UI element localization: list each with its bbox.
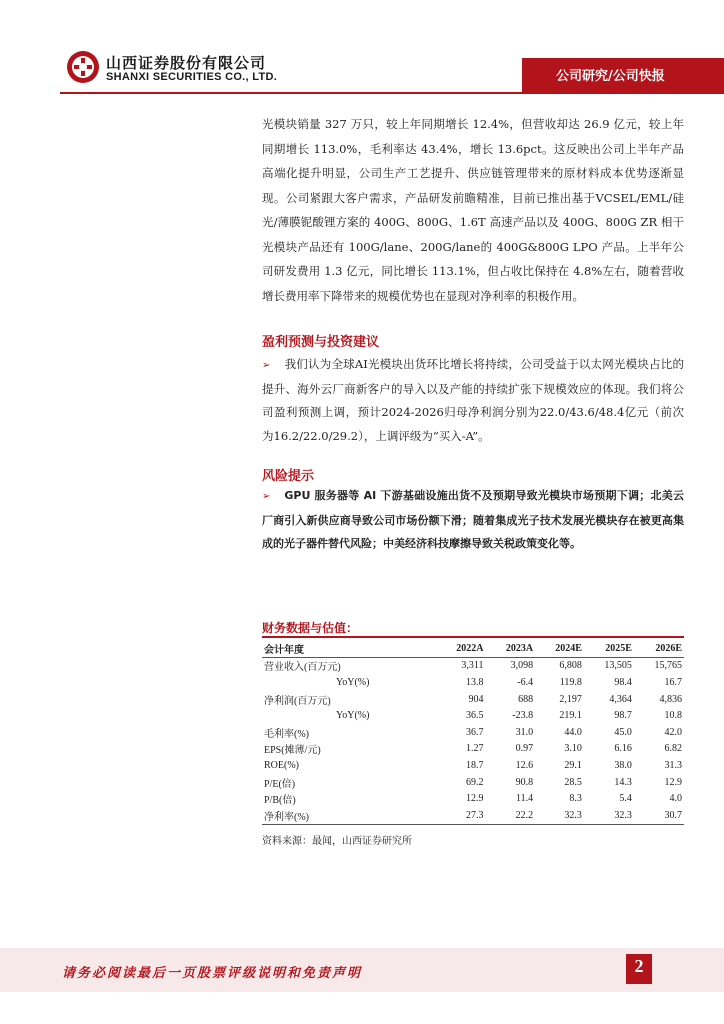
table-cell: -6.4 <box>517 676 534 688</box>
table-cell: 12.9 <box>466 793 484 805</box>
table-cell: 13.8 <box>466 676 484 688</box>
table-cell: 45.0 <box>614 726 632 738</box>
footer-disclaimer: 请务必阅读最后一页股票评级说明和免责声明 <box>62 966 363 981</box>
table-cell: 16.7 <box>664 676 682 688</box>
table-row <box>262 757 684 774</box>
table-cell: 31.0 <box>515 726 534 738</box>
table-row <box>262 657 684 674</box>
table-cell: 688 <box>518 693 534 705</box>
table-header-row <box>262 640 684 657</box>
table-body <box>262 657 684 824</box>
table-cell: 3.10 <box>564 743 582 755</box>
risk-bullet <box>262 484 684 556</box>
page-header <box>0 0 724 100</box>
table-cell: 36.5 <box>466 710 484 722</box>
table-cell: 27.3 <box>436 807 486 824</box>
table-cell: 44.0 <box>564 726 582 738</box>
page-number: 2 <box>634 956 644 976</box>
section-title-forecast: 盈利预测与投资建议 <box>262 335 380 350</box>
table-cell: 32.3 <box>535 807 584 824</box>
table-header-cell: 2026E <box>634 640 684 657</box>
table-top-rule <box>262 636 684 638</box>
table-cell: 904 <box>468 693 484 705</box>
table-header-cell: 2024E <box>535 640 584 657</box>
table-cell: 4,836 <box>659 693 682 705</box>
table-cell: 18.7 <box>466 759 484 771</box>
table-cell: 12.9 <box>664 776 682 788</box>
row-label: 毛利率(%) <box>264 728 309 740</box>
shanxi-securities-logo-icon <box>66 50 100 84</box>
table-cell: -23.8 <box>512 710 534 722</box>
table-header-cell: 2023A <box>486 640 536 657</box>
table-cell: 11.4 <box>516 793 534 805</box>
table-cell: 6,808 <box>559 660 582 672</box>
table-row <box>262 807 684 824</box>
table-row <box>262 790 684 807</box>
table-cell: 6.16 <box>614 743 632 755</box>
table-cell: 3,098 <box>510 660 534 672</box>
table-cell: 10.8 <box>664 710 682 722</box>
financial-table <box>262 640 684 825</box>
bullet-arrow-icon: ➢ <box>262 491 271 502</box>
table-cell: 32.3 <box>584 807 634 824</box>
table-row <box>262 674 684 691</box>
table-cell: 90.8 <box>515 776 534 788</box>
body-paragraph: 光模块销量 327 万只，较上年同期增长 12.4%，但营收却达 26.9 亿元，较上年同期增长 113.0%，毛利率达 43.4%，增长 13.6pct。这反映出公司上半年产品高端化提升明显，公司生产工艺提升、供应链管理带来的原材料成本优势逐渐显现。公司紧跟大客户需求，产品研发前瞻精准，目前已推出基于VCSEL/EML/硅光/薄膜铌酸锂方案的 400G、800G、1.6T 高速产品以及 400G、800G ZR 相干光模块产品还有 100G/lane、200G/lane的 400G&800G LPO 产品。上半年公司研发费用 1.3 亿元，同比增长 113.1%，但占收比保持在 4.8%左右，随着营收增长费用率下降带来的规模优势也在显现对净利率的积极作用。 <box>262 117 684 303</box>
table-cell: 13,505 <box>604 660 632 672</box>
table-cell: 29.1 <box>564 759 582 771</box>
table-row <box>262 774 684 791</box>
report-category: 公司研究/公司快报 <box>556 69 665 84</box>
table-cell: 0.97 <box>515 743 534 755</box>
forecast-text: 我们认为全球AI光模块出货环比增长将持续，公司受益于以太网光模块占比的提升、海外云厂商新客户的导入以及产能的持续扩张下规模效应的体现。我们将公司盈利预测上调，预计2024-2026归母净利润分别为22.0/43.6/48.4亿元（前次为16.2/22.0/29.2），上调评级为“买入-A”。 <box>262 357 684 443</box>
table-cell: 119.8 <box>559 676 582 688</box>
table-row <box>262 691 684 708</box>
data-source: 资料来源：最闻，山西证券研究所 <box>262 836 412 847</box>
bullet-arrow-icon: ➢ <box>262 360 271 371</box>
table-title: 财务数据与估值： <box>262 621 359 635</box>
table-header-cell: 2025E <box>584 640 634 657</box>
row-label: ROE(%) <box>264 759 299 771</box>
table-row <box>262 724 684 741</box>
table-cell: 69.2 <box>466 776 484 788</box>
table-cell: 36.7 <box>466 726 484 738</box>
table-cell: 4,364 <box>609 693 632 705</box>
company-name-en: SHANXI SECURITIES CO., LTD. <box>106 71 278 83</box>
row-label: 营业收入(百万元) <box>264 662 341 674</box>
risk-text: GPU 服务器等 AI 下游基础设施出货不及预期导致光模块市场预期下调；北美云厂商引入新供应商导致公司市场份额下滑；随着集成光子技术发展光模块存在被更高集成的光子器件替代风险；中美经济科技摩擦导致关税政策变化等。 <box>262 489 684 550</box>
table-cell: 31.3 <box>664 759 682 771</box>
table-cell: 219.1 <box>559 710 582 722</box>
table-cell: 28.5 <box>564 776 582 788</box>
table-cell: 30.7 <box>634 807 684 824</box>
table-cell: 5.4 <box>619 793 632 805</box>
table-cell: 3,311 <box>461 660 484 672</box>
table-cell: 8.3 <box>569 793 582 805</box>
table-cell: 38.0 <box>614 759 632 771</box>
table-cell: 4.0 <box>669 793 682 805</box>
table-row <box>262 707 684 724</box>
table-header-cell: 会计年度 <box>262 640 436 657</box>
row-label: EPS(摊薄/元) <box>264 745 321 757</box>
table-cell: 1.27 <box>466 743 484 755</box>
table-row <box>262 741 684 758</box>
table-cell: 22.2 <box>486 807 536 824</box>
row-label: YoY(%) <box>336 710 370 722</box>
table-cell: 12.6 <box>515 759 534 771</box>
row-label: 净利润(百万元) <box>264 695 331 707</box>
section-title-risk: 风险提示 <box>262 469 315 484</box>
table-cell: 2,197 <box>559 693 582 705</box>
table-cell: 14.3 <box>614 776 632 788</box>
row-label: 净利率(%) <box>262 807 436 824</box>
table-cell: 6.82 <box>664 743 682 755</box>
forecast-bullet <box>262 353 684 448</box>
table-cell: 15,765 <box>654 660 682 672</box>
company-name-cn: 山西证券股份有限公司 <box>106 54 267 72</box>
table-header-cell: 2022A <box>436 640 486 657</box>
row-label: P/B(倍) <box>264 795 296 807</box>
row-label: YoY(%) <box>336 676 370 688</box>
table-cell: 98.4 <box>614 676 632 688</box>
table-cell: 42.0 <box>664 726 682 738</box>
row-label: P/E(倍) <box>264 778 296 790</box>
table-cell: 98.7 <box>614 710 632 722</box>
header-divider <box>60 92 724 94</box>
